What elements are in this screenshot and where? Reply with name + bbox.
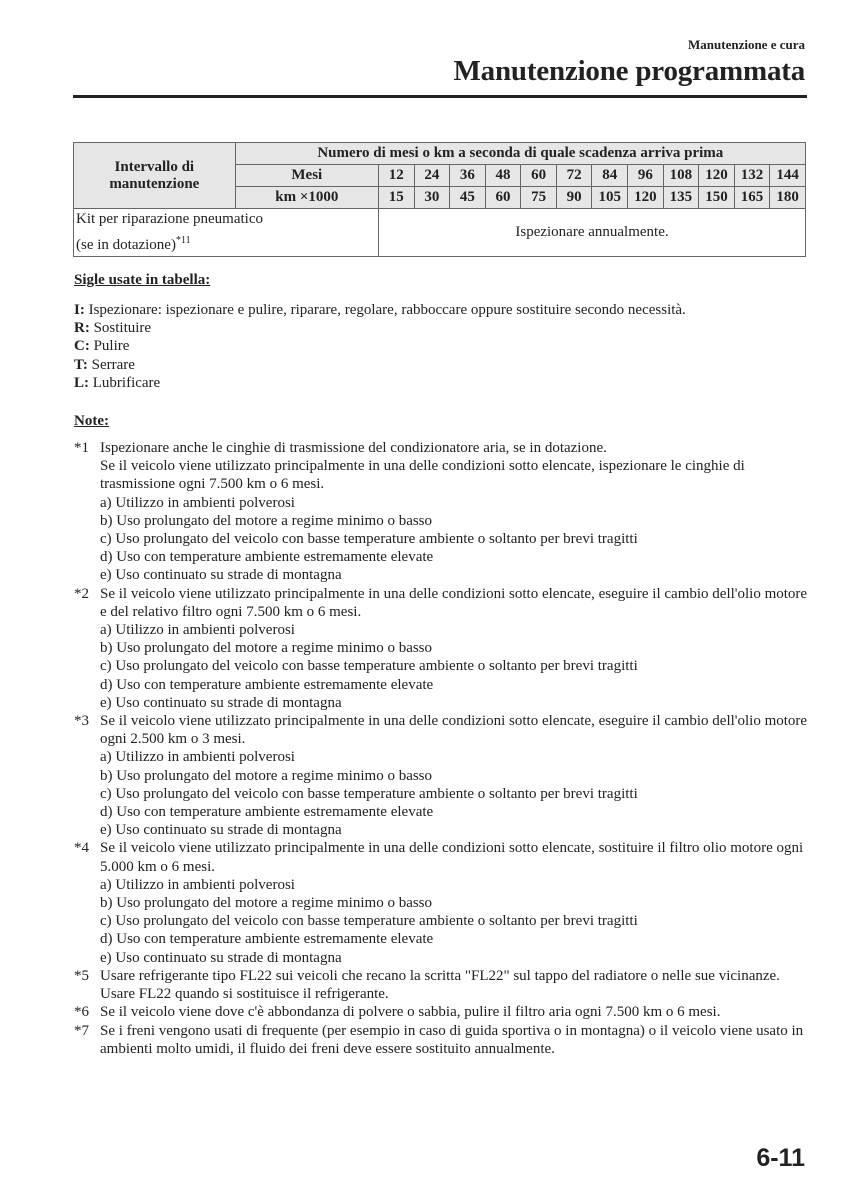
km-cell: 15 bbox=[378, 187, 414, 209]
note-line: a) Utilizzo in ambienti polverosi bbox=[100, 622, 295, 639]
page-number: 6-11 bbox=[756, 1144, 805, 1172]
note-text: Se il veicolo viene utilizzato principalmente in una delle condizioni sotto elencate, eseguire il cambio dell'olio motore e del relativo filtro ogni 7.500 km o 6 mesi. bbox=[100, 585, 808, 620]
note-line: c) Uso prolungato del veicolo con basse temperature ambiente o soltanto per brevi tragitti bbox=[100, 913, 638, 930]
legend-item bbox=[74, 374, 686, 392]
note-text: Se il veicolo viene dove c'è abbondanza di polvere o sabbia, pulire il filtro aria ogni 7.500 km o 6 mesi. bbox=[100, 1004, 721, 1021]
tire-kit-row-label: Kit per riparazione pneumatico (se in dotazione)$^{*11}$ bbox=[74, 209, 379, 257]
note-mark: *7 bbox=[74, 1022, 89, 1039]
note-text: Se i freni vengono usati di frequente (per esempio in caso di guida sportiva o in montagna) o il veicolo viene usato in ambienti molto umidi, il fluido dei freni deve essere sostituito annualmente. bbox=[100, 1022, 804, 1057]
legend-text: Pulire bbox=[93, 338, 130, 355]
note-line: b) Uso prolungato del motore a regime minimo o basso bbox=[100, 767, 433, 784]
note-line: d) Uso con temperature ambiente estremamente elevate bbox=[100, 676, 434, 693]
legend-code: I: bbox=[74, 302, 85, 318]
km-cell: 165 bbox=[734, 187, 770, 209]
months-cell: 120 bbox=[699, 165, 735, 187]
note-item bbox=[74, 839, 809, 966]
legend-code: T: bbox=[74, 356, 88, 373]
months-cell: 108 bbox=[663, 165, 699, 187]
legend-code: C: bbox=[74, 338, 90, 355]
legend-item bbox=[74, 337, 686, 355]
legend-text: Serrare bbox=[91, 356, 135, 373]
note-line: e) Uso continuato su strade di montagna bbox=[100, 694, 342, 711]
note-line: a) Utilizzo in ambienti polverosi bbox=[100, 749, 295, 766]
note-item bbox=[74, 967, 809, 1003]
note-line: Se il veicolo viene utilizzato principalmente in una delle condizioni sotto elencate, ispezionare le cinghie di trasmissione ogni 7.500 km o 6 mesi. bbox=[100, 458, 745, 493]
note-item bbox=[74, 585, 809, 712]
months-cell: 144 bbox=[770, 165, 806, 187]
legend-item bbox=[74, 301, 686, 319]
months-cell: 132 bbox=[734, 165, 770, 187]
note-text: Se il veicolo viene utilizzato principalmente in una delle condizioni sotto elencate, eseguire il cambio dell'olio motore ogni 2.500 km o 3 mesi. bbox=[100, 713, 808, 748]
legend-list bbox=[74, 301, 686, 392]
note-item bbox=[74, 439, 809, 585]
maintenance-schedule-table bbox=[73, 142, 806, 257]
km-cell: 150 bbox=[699, 187, 735, 209]
note-line: a) Utilizzo in ambienti polverosi bbox=[100, 494, 295, 511]
note-line: e) Uso continuato su strade di montagna bbox=[100, 949, 342, 966]
months-label: Mesi bbox=[235, 165, 378, 187]
km-cell: 120 bbox=[628, 187, 664, 209]
note-line: d) Uso con temperature ambiente estremamente elevate bbox=[100, 804, 434, 821]
note-text: Usare refrigerante tipo FL22 sui veicoli che recano la scritta "FL22" sul tappo del radiatore o nelle sue vicinanze. Usare FL22 quando si sostituisce il refrigerante. bbox=[100, 967, 780, 1003]
km-cell: 135 bbox=[663, 187, 699, 209]
months-cell: 96 bbox=[628, 165, 664, 187]
note-item bbox=[74, 1022, 809, 1058]
legend-code: L: bbox=[74, 374, 89, 391]
months-cell: 84 bbox=[592, 165, 628, 187]
note-mark: *3 bbox=[74, 713, 89, 730]
km-cell: 60 bbox=[485, 187, 521, 209]
months-cell: 48 bbox=[485, 165, 521, 187]
legend-item bbox=[74, 319, 686, 337]
note-line: c) Uso prolungato del veicolo con basse temperature ambiente o soltanto per brevi tragitti bbox=[100, 658, 638, 675]
note-text: Ispezionare anche le cinghie di trasmissione del condizionatore aria, se in dotazione. bbox=[100, 440, 607, 456]
km-cell: 105 bbox=[592, 187, 628, 209]
months-cell: 24 bbox=[414, 165, 450, 187]
km-cell: 30 bbox=[414, 187, 450, 209]
km-label: km ×1000 bbox=[235, 187, 378, 209]
note-line: d) Uso con temperature ambiente estremamente elevate bbox=[100, 549, 434, 566]
note-line: a) Utilizzo in ambienti polverosi bbox=[100, 876, 295, 893]
note-mark: *1 bbox=[74, 440, 89, 456]
note-line: b) Uso prolungato del motore a regime minimo o basso bbox=[100, 512, 433, 529]
months-cell: 60 bbox=[521, 165, 557, 187]
note-mark: *5 bbox=[74, 967, 89, 984]
note-text: Se il veicolo viene utilizzato principalmente in una delle condizioni sotto elencate, sostituire il filtro olio motore ogni 5.000 km o 6 mesi. bbox=[100, 840, 804, 875]
note-line: c) Uso prolungato del veicolo con basse temperature ambiente o soltanto per brevi tragitti bbox=[100, 531, 638, 548]
span-header: Numero di mesi o km a seconda di quale scadenza arriva prima bbox=[235, 143, 805, 165]
section-label: Manutenzione e cura bbox=[688, 37, 805, 52]
tire-kit-row-value: Ispezionare annualmente. bbox=[378, 209, 805, 257]
interval-header: Intervallo di manutenzione bbox=[74, 143, 236, 209]
note-line: b) Uso prolungato del motore a regime minimo o basso bbox=[100, 895, 433, 912]
legend-item bbox=[74, 356, 686, 374]
note-line: b) Uso prolungato del motore a regime minimo o basso bbox=[100, 640, 433, 657]
note-mark: *6 bbox=[74, 1004, 89, 1021]
legend-text: Lubrificare bbox=[92, 374, 161, 391]
notes-title: Note: bbox=[74, 413, 109, 429]
months-cell: 36 bbox=[450, 165, 486, 187]
note-line: c) Uso prolungato del veicolo con basse temperature ambiente o soltanto per brevi tragitti bbox=[100, 785, 638, 802]
km-cell: 90 bbox=[556, 187, 592, 209]
note-mark: *4 bbox=[74, 840, 89, 857]
km-cell: 75 bbox=[521, 187, 557, 209]
months-cell: 72 bbox=[556, 165, 592, 187]
km-cell: 45 bbox=[450, 187, 486, 209]
legend-code: R: bbox=[74, 320, 90, 337]
note-mark: *2 bbox=[74, 585, 89, 602]
title-divider bbox=[73, 95, 807, 98]
legend-text: Sostituire bbox=[93, 320, 152, 337]
page-title: Manutenzione programmata bbox=[453, 55, 805, 87]
note-line: d) Uso con temperature ambiente estremamente elevate bbox=[100, 931, 434, 948]
note-item bbox=[74, 712, 809, 839]
note-line: e) Uso continuato su strade di montagna bbox=[100, 822, 342, 839]
legend-text: Ispezionare: ispezionare e pulire, riparare, regolare, rabboccare oppure sostituire secondo necessità. bbox=[88, 302, 686, 318]
months-cell: 12 bbox=[378, 165, 414, 187]
note-item bbox=[74, 1003, 809, 1021]
note-line: e) Uso continuato su strade di montagna bbox=[100, 567, 342, 584]
km-cell: 180 bbox=[770, 187, 806, 209]
legend-title: Sigle usate in tabella: bbox=[74, 272, 211, 288]
notes-list bbox=[74, 439, 809, 1058]
